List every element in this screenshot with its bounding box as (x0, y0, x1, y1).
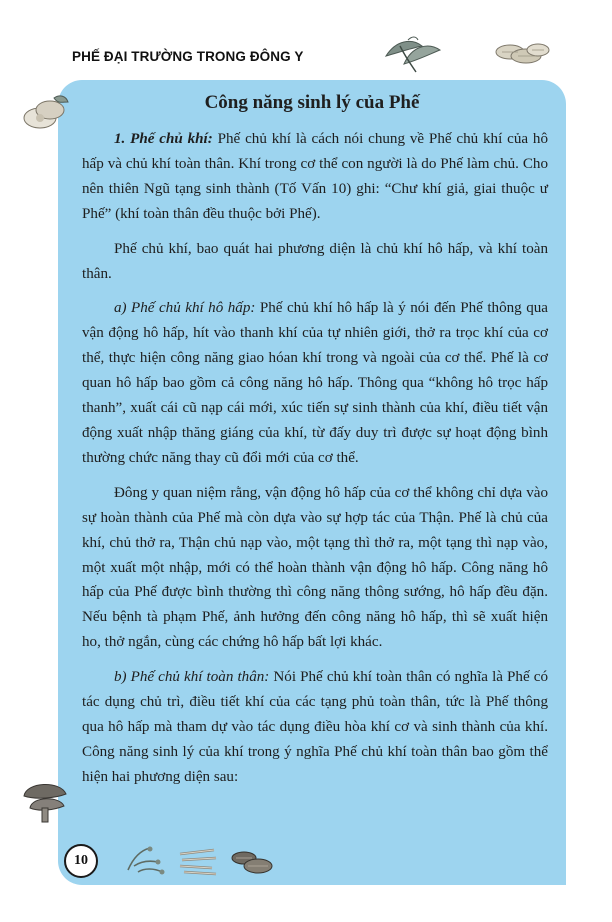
herb-pods-icon (230, 848, 274, 876)
section-title: Công năng sinh lý của Phế (204, 92, 420, 113)
paragraph-lead: a) Phế chủ khí hô hấp: (114, 300, 256, 317)
paragraph-text: Đông y quan niệm rằng, vận động hô hấp của cơ thể không chỉ dựa vào sự hoàn thành của Phế mà còn dựa vào sự hợp tác của Thận. Phế là chủ của khí, chủ thở ra, Thận chủ nạp vào, một tạng thì thở ra, một tạng thì nạp vào, một xuất một nhập, mới có thể hoàn thành vận động hô hấp. Công năng hô hấp của Phế được bình thường thì công năng thông sướng, hô hấp đều đặn. Nếu bệnh tà phạm Phế, ảnh hưởng đến công năng hô hấp, thì sẽ xuất hiện ho, thở ngắn, cùng các chứng hô hấp bất lợi khác. (82, 484, 548, 651)
paragraph-dong-y (82, 481, 548, 655)
paragraph-phe-chu-khi (82, 127, 548, 227)
mushroom-icon (20, 774, 72, 826)
paragraph-khi-toan-than (82, 665, 548, 790)
paragraph-text: Phế chủ khí là cách nói chung về Phế chủ khí của hô hấp và chủ khí toàn thân. Khí trong cơ thể con người là do Phế làm chủ. Cho nên thiên Ngũ tạng sinh thành (Tố Vấn 10) ghi: “Chư khí giả, giai thuộc ư Phế” (khí toàn thân đều thuộc bởi Phế). (82, 131, 548, 222)
paragraph-lead: b) Phế chủ khí toàn thân: (114, 669, 270, 686)
paragraph-text: Phế chủ khí, bao quát hai phương diện là chủ khí hô hấp, và khí toàn thân. (82, 240, 548, 282)
paragraph-khi-ho-hap (82, 296, 548, 470)
running-header: PHẾ ĐẠI TRƯỜNG TRONG ĐÔNG Y (72, 49, 304, 64)
herb-sticks-icon (178, 846, 218, 876)
body-text (82, 127, 548, 800)
page-number: 10 (64, 844, 98, 878)
paragraph-text: Phế chủ khí hô hấp là ý nói đến Phế thông qua vận động hô hấp, hít vào thanh khí của tự nhiên giới, thở ra trọc khí của cơ thể, thực hiện công năng giao hóan khí trong và ngoài của cơ thể. Phế là cơ quan hô hấp bao gồm cả công năng hô hấp. Thông qua “không hô trọc hấp thanh”, xuất cái cũ nạp cái mới, xúc tiến sự sinh thành của khí, điều tiết vận động xuất nhập thăng giáng của khí, từ đấy duy trì được sự hoạt động bình thường chức năng thay cũ đổi mới của cơ thể. (82, 300, 548, 466)
herb-slices-icon (492, 36, 552, 72)
paragraph-text: Nói Phế chủ khí toàn thân có nghĩa là Phế có tác dụng chủ trì, điều tiết khí của các tạng phủ toàn thân, tức là Phế thông qua hô hấp mà tham dự vào tác dụng điều hòa khí cơ và sinh thành của khí. Công năng sinh lý của khí trong ý nghĩa Phế chủ khí toàn thân bao gồm thể hiện hai phương diện sau: (82, 669, 548, 785)
herb-sprig-icon (124, 846, 166, 876)
paragraph-lead: 1. Phế chủ khí: (114, 131, 213, 147)
paragraph-overview (82, 237, 548, 287)
herb-leaf-icon (382, 34, 444, 74)
